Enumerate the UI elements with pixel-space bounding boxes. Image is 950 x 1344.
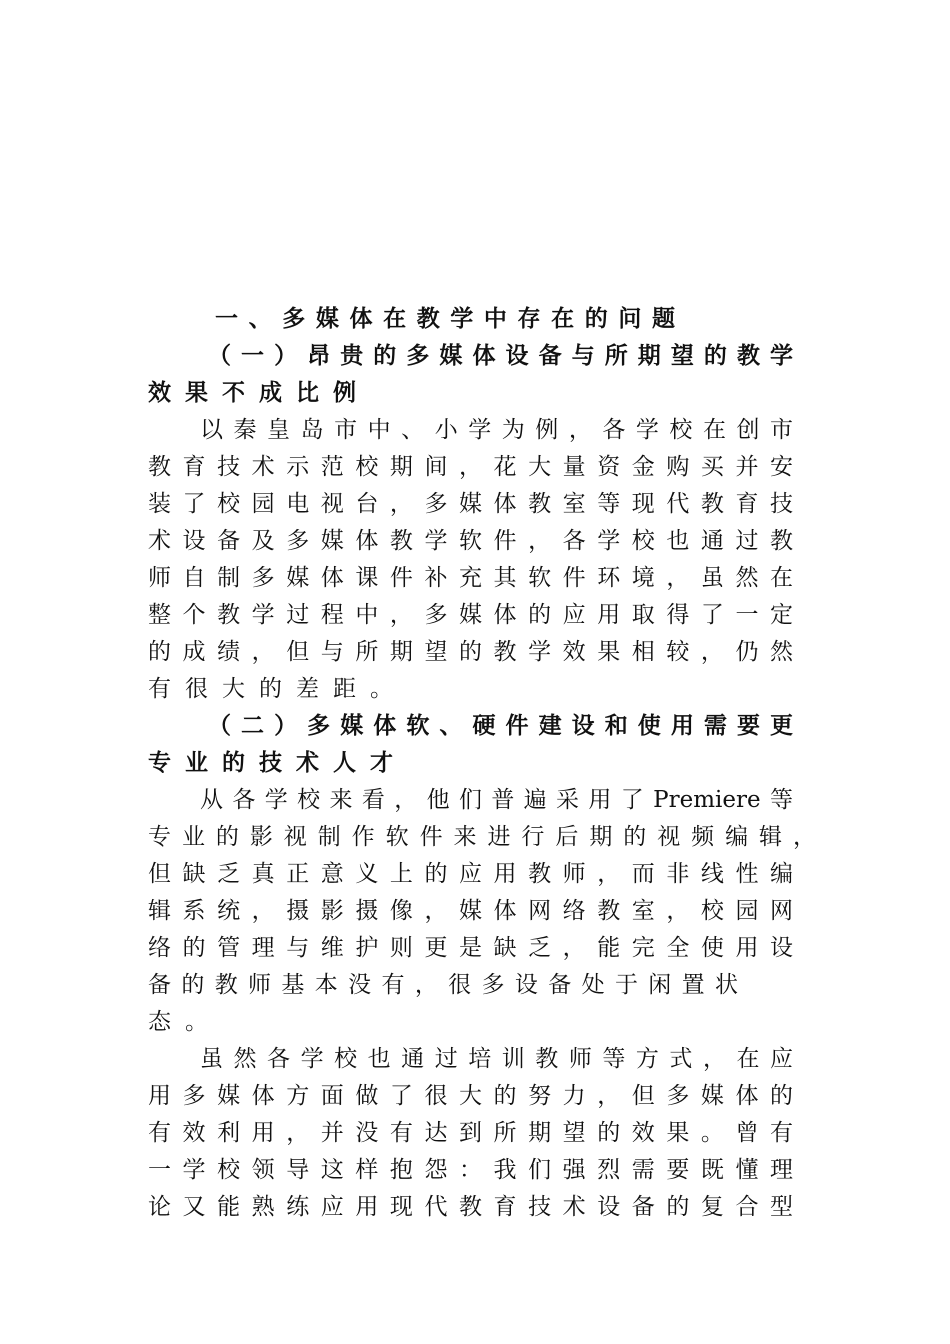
section1-paragraph-line: 以秦皇岛市中、小学为例，各学校在创市 — [200, 417, 793, 443]
section2-paragraph-line: 从各学校来看，他们普遍采用了Premiere等 — [200, 787, 793, 813]
section2-paragraph-line: 但缺乏真正意义上的应用教师，而非线性编 — [148, 861, 793, 887]
section2-paragraph-line: 络的管理与维护则更是缺乏，能完全使用设 — [148, 935, 793, 961]
section2-heading-line2: 专业的技术人才 — [148, 749, 407, 776]
document-title: 一、多媒体在教学中存在的问题 — [215, 305, 675, 332]
section1-paragraph-line: 的成绩，但与所期望的教学效果相较，仍然 — [148, 639, 793, 665]
section2-paragraph2-line: 论又能熟练应用现代教育技术设备的复合型 — [148, 1194, 793, 1220]
section2-heading-line1: （二）多媒体软、硬件建设和使用需要更 — [208, 712, 793, 739]
section1-paragraph-line: 装了校园电视台，多媒体教室等现代教育技 — [148, 491, 793, 517]
section1-paragraph-line: 有很大的差距。 — [148, 676, 407, 702]
section2-paragraph-line: 专业的影视制作软件来进行后期的视频编辑， — [148, 824, 816, 850]
section1-paragraph-line: 师自制多媒体课件补充其软件环境，虽然在 — [148, 565, 793, 591]
section2-paragraph2-line: 一学校领导这样抱怨：我们强烈需要既懂理 — [148, 1157, 793, 1183]
section2-paragraph-line: 辑系统，摄影摄像，媒体网络教室，校园网 — [148, 898, 793, 924]
section2-paragraph-line: 态。 — [148, 1009, 222, 1035]
section1-heading-line1: （一）昂贵的多媒体设备与所期望的教学 — [208, 342, 793, 369]
section1-heading-line2: 效果不成比例 — [148, 379, 370, 406]
section2-paragraph2-line: 虽然各学校也通过培训教师等方式，在应 — [200, 1046, 793, 1072]
section1-paragraph-line: 教育技术示范校期间，花大量资金购买并安 — [148, 454, 793, 480]
section2-paragraph2-line: 有效利用，并没有达到所期望的效果。曾有 — [148, 1120, 793, 1146]
section2-paragraph2-line: 用多媒体方面做了很大的努力，但多媒体的 — [148, 1083, 793, 1109]
section2-paragraph-line: 备的教师基本没有，很多设备处于闲置状 — [148, 972, 738, 998]
section1-paragraph-line: 术设备及多媒体教学软件，各学校也通过教 — [148, 528, 793, 554]
section1-paragraph-line: 整个教学过程中，多媒体的应用取得了一定 — [148, 602, 793, 628]
